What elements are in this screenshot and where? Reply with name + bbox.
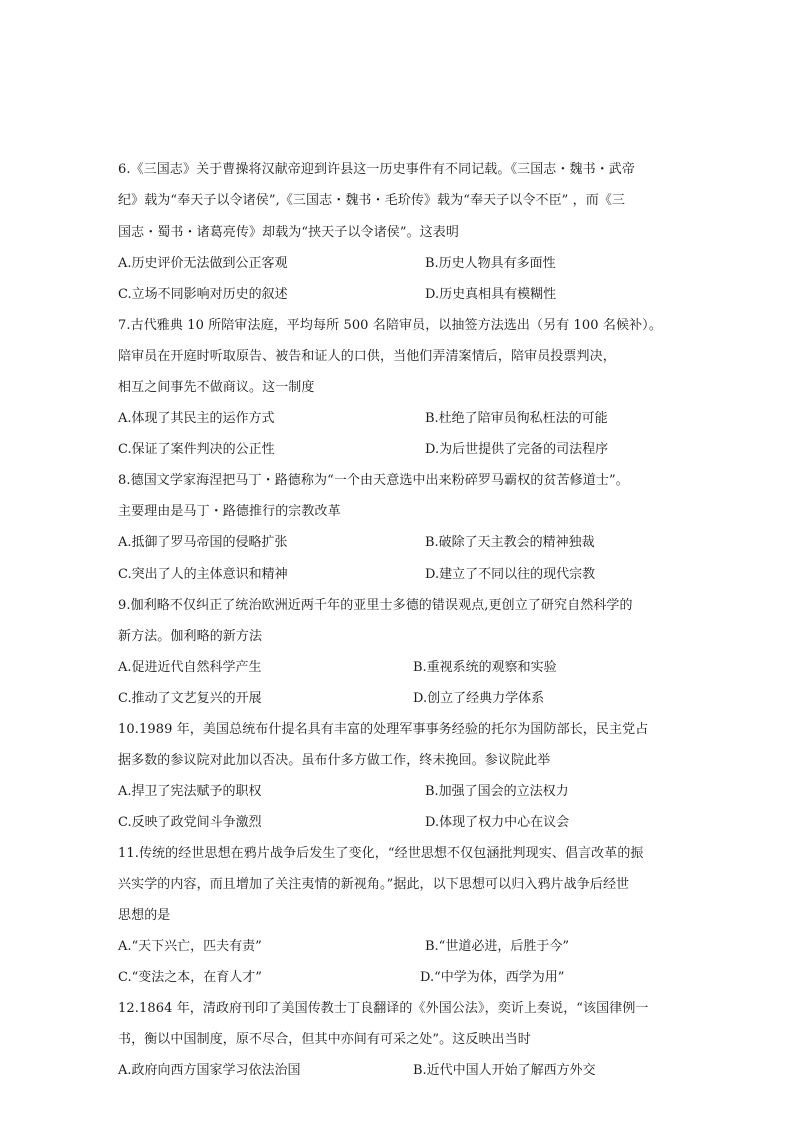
- question-9-option-c: C.推动了文艺复兴的开展: [118, 691, 262, 706]
- question-6-line-1: 6.《三国志》关于曹操将汉献帝迎到许县这一历史事件有不同记载。《三国志・魏书・武帝: [118, 162, 636, 177]
- question-8-line-1: 8.德国文学家海涅把马丁・路德称为“一个由天意选中出来粉碎罗马霸权的贫苦修道士”。: [118, 473, 629, 488]
- question-7-line-3: 相互之间事先不做商议。这一制度: [118, 380, 315, 395]
- question-8-option-c: C.突出了人的主体意识和精神: [118, 567, 288, 582]
- question-6-option-c: C.立场不同影响对历史的叙述: [118, 287, 288, 302]
- question-12-option-b: B.近代中国人开始了解西方外交: [413, 1063, 596, 1078]
- question-9-option-a: A.促进近代自然科学产生: [118, 660, 262, 675]
- question-11-line-3: 思想的是: [118, 908, 171, 923]
- question-7-line-2: 陪审员在开庭时听取原告、被告和证人的口供，当他们弄清案情后，陪审员投票判决，: [118, 349, 616, 364]
- question-12-line-2: 书，衡以中国制度，原不尽合，但其中亦间有可采之处”。这反映出当时: [118, 1032, 531, 1047]
- question-7-option-a: A.体现了其民主的运作方式: [118, 411, 275, 426]
- question-11-option-b: B.“世道必进，后胜于今”: [425, 939, 569, 954]
- question-11-line-2: 兴实学的内容，而且增加了关注夷情的新视角。”据此，以下思想可以归入鸦片战争后经世: [118, 877, 630, 892]
- question-10-option-d: D.体现了权力中心在议会: [425, 815, 570, 830]
- question-8-option-d: D.建立了不同以往的现代宗教: [425, 567, 596, 582]
- question-6-line-2: 纪》载为“奉天子以令诸侯”,《三国志・魏书・毛玠传》载为“奉天子以令不臣” ，而《三: [118, 193, 626, 208]
- question-10-option-c: C.反映了政党间斗争激烈: [118, 815, 262, 830]
- question-11-option-d: D.“中学为体，西学为用”: [420, 970, 565, 985]
- question-12-line-1: 12.1864 年，清政府刊印了美国传教士丁良翻译的《外国公法》，奕䜣上奏说，“该国律例一: [118, 1001, 649, 1016]
- question-10-line-1: 10.1989 年，美国总统布什提名具有丰富的处理军事事务经验的托尔为国防部长，民主党占: [118, 722, 649, 737]
- question-10-option-a: A.捍卫了宪法赋予的职权: [118, 784, 262, 799]
- question-12-option-a: A.政府向西方国家学习依法治国: [118, 1063, 301, 1078]
- question-11-option-c: C.“变法之本，在育人才”: [118, 970, 262, 985]
- question-10-option-b: B.加强了国会的立法权力: [425, 784, 569, 799]
- question-7-option-d: D.为后世提供了完备的司法程序: [425, 442, 609, 457]
- question-7-option-b: B.杜绝了陪审员徇私枉法的可能: [425, 411, 608, 426]
- question-10-line-2: 据多数的参议院对此加以否决。虽布什多方做工作，终未挽回。参议院此举: [118, 753, 551, 768]
- question-6-line-3: 国志・蜀书・诸葛亮传》却载为“挟天子以令诸侯”。这表明: [118, 225, 459, 240]
- question-8-option-a: A.抵御了罗马帝国的侵略扩张: [118, 535, 288, 550]
- question-9-line-1: 9.伽利略不仅纠正了统治欧洲近两千年的亚里士多德的错误观点,更创立了研究自然科学的: [118, 598, 633, 613]
- question-11-line-1: 11.传统的经世思想在鸦片战争后发生了变化，“经世思想不仅包涵批判现实、倡言改革的振: [118, 846, 644, 861]
- question-9-line-2: 新方法。伽利略的新方法: [118, 629, 263, 644]
- question-6-option-a: A.历史评价无法做到公正客观: [118, 256, 288, 271]
- question-7-option-c: C.保证了案件判决的公正性: [118, 442, 275, 457]
- question-8-option-b: B.破除了天主教会的精神独裁: [425, 535, 595, 550]
- question-8-line-2: 主要理由是马丁・路德推行的宗教改革: [118, 504, 341, 519]
- question-7-line-1: 7.古代雅典 10 所陪审法庭，平均每所 500 名陪审员，以抽签方法选出（另有 100 名候补）。: [118, 318, 662, 333]
- question-6-option-b: B.历史人物具有多面性: [425, 256, 556, 271]
- question-11-option-a: A.“天下兴亡，匹夫有责”: [118, 939, 262, 954]
- question-9-option-b: B.重视系统的观察和实验: [413, 660, 557, 675]
- question-9-option-d: D.创立了经典力学体系: [413, 691, 545, 706]
- question-6-option-d: D.历史真相具有模糊性: [425, 287, 557, 302]
